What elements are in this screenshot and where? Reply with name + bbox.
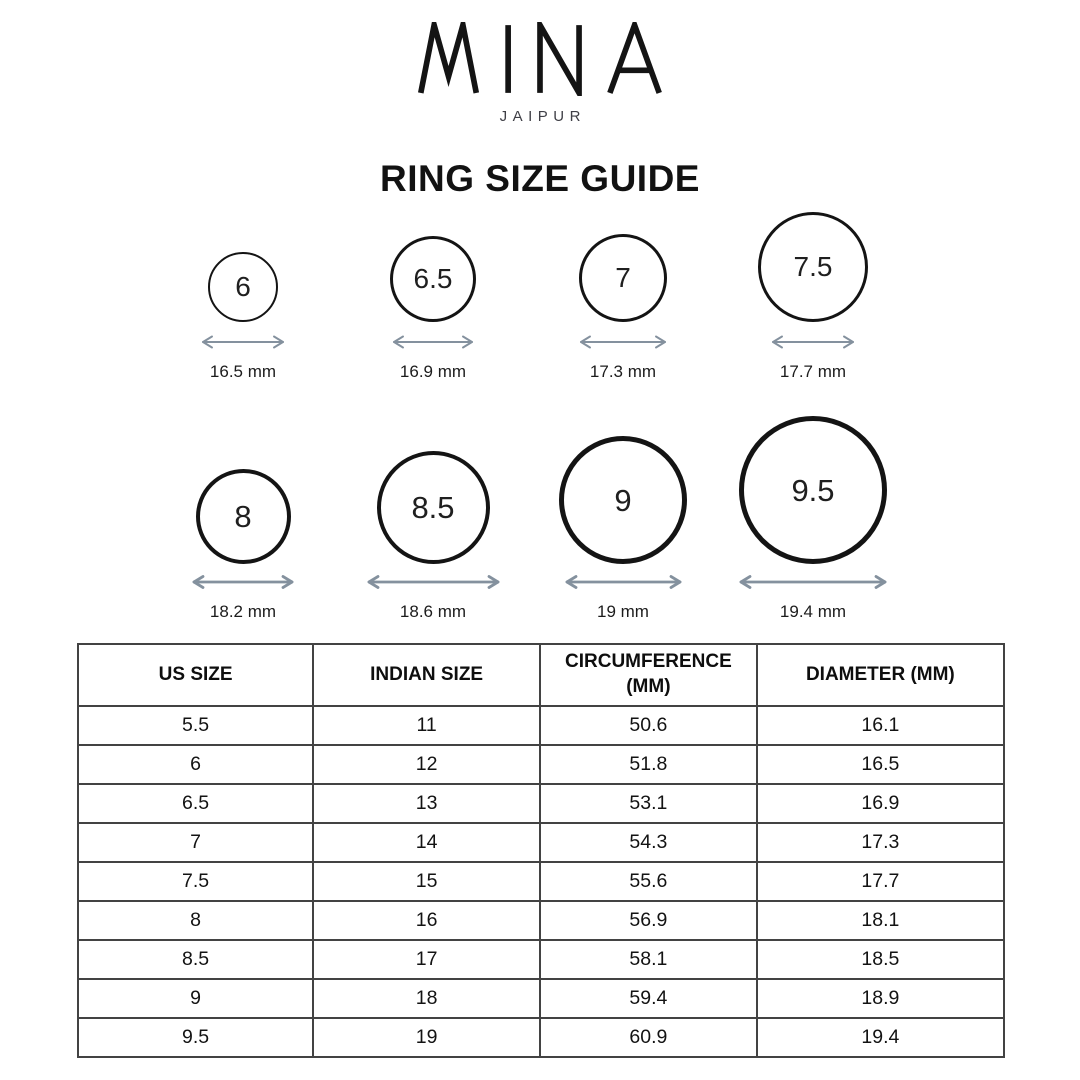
ring-circle-zone [208,208,278,322]
page-title: RING SIZE GUIDE [380,158,700,199]
ring-circle-zone [377,412,490,564]
logo-letter-n [540,25,579,93]
brand-logo-mina [416,22,664,96]
table-cell: 7.5 [78,862,313,901]
diameter-arrow-icon [190,572,296,592]
ring-cell [718,208,908,382]
table-cell: 51.8 [540,745,757,784]
diameter-arrow-zone [390,332,476,352]
ring-cell [338,412,528,622]
table-row [78,823,1004,862]
ring-circle-zone [739,412,887,564]
table-cell: 18 [313,979,540,1018]
table-cell: 18.1 [757,901,1004,940]
table-header-row [78,644,1004,706]
ring-diameter-label: 19 mm [597,602,649,621]
ring-diameter-label: 18.2 mm [209,602,277,621]
table-cell: 17 [313,940,540,979]
column-header: INDIAN SIZE [313,644,540,706]
table-cell: 5.5 [78,706,313,745]
table-cell: 15 [313,862,540,901]
ring-size-number: 9.5 [791,472,835,508]
ring-size-number: 6 [235,271,251,302]
ring-circle [739,416,887,564]
ring-circle [390,236,476,322]
ring-diameter-label: 16.5 mm [209,362,277,381]
table-cell: 12 [313,745,540,784]
ring-row-large-sizes [148,412,908,622]
table-row [78,862,1004,901]
diameter-arrow-icon [199,332,287,352]
table-cell: 19 [313,1018,540,1057]
logo-letter-m [421,25,477,93]
table-cell: 18.5 [757,940,1004,979]
table-cell: 55.6 [540,862,757,901]
ring-diameter-label: 16.9 mm [399,362,467,381]
table-cell: 56.9 [540,901,757,940]
ring-circle [196,469,291,564]
brand-subtitle: JAIPUR [499,108,586,125]
ring-circle [559,436,687,564]
ring-circle-zone [196,412,291,564]
ring-diameter-label: 19.4 mm [779,602,847,621]
ring-cell [528,208,718,382]
table-cell: 19.4 [757,1018,1004,1057]
table-cell: 16.9 [757,784,1004,823]
table-cell: 54.3 [540,823,757,862]
diameter-arrow-icon [390,332,476,352]
table-cell: 14 [313,823,540,862]
ring-size-number: 7 [615,262,631,293]
diameter-arrow-zone [769,332,857,352]
ring-size-table [77,643,1005,1058]
ring-diameter-label: 17.3 mm [589,362,657,381]
ring-circle-zone [758,208,868,322]
diameter-arrow-icon [563,572,684,592]
diameter-arrow-zone [737,572,889,592]
diameter-arrow-zone [577,332,669,352]
diameter-arrow-zone [563,572,684,592]
logo-letter-a [610,25,659,93]
table-cell: 17.7 [757,862,1004,901]
ring-size-number: 6.5 [413,263,453,294]
table-row [78,940,1004,979]
ring-cell [338,208,528,382]
table-cell: 17.3 [757,823,1004,862]
diameter-arrow-zone [199,332,287,352]
ring-circle [377,451,490,564]
table-cell: 16 [313,901,540,940]
table-cell: 53.1 [540,784,757,823]
table-cell: 58.1 [540,940,757,979]
diameter-arrow-zone [365,572,502,592]
table-cell: 8.5 [78,940,313,979]
table-cell: 11 [313,706,540,745]
table-cell: 13 [313,784,540,823]
table-cell: 6.5 [78,784,313,823]
ring-size-number: 8.5 [411,490,455,525]
ring-diameter-label: 18.6 mm [399,602,467,621]
table-row [78,784,1004,823]
diameter-arrow-icon [737,572,889,592]
table-cell: 18.9 [757,979,1004,1018]
ring-size-number: 9 [614,482,632,518]
table-cell: 50.6 [540,706,757,745]
diameter-arrow-icon [769,332,857,352]
table-row [78,901,1004,940]
column-header: DIAMETER (MM) [757,644,1004,706]
table-cell: 59.4 [540,979,757,1018]
ring-size-number: 7.5 [793,251,833,282]
table-cell: 6 [78,745,313,784]
ring-circle-zone [390,208,476,322]
ring-cell [148,412,338,622]
table-cell: 16.5 [757,745,1004,784]
column-header: US SIZE [78,644,313,706]
ring-size-number: 8 [234,499,252,534]
ring-row-small-sizes [148,208,908,382]
table-row [78,1018,1004,1057]
ring-circle-zone [579,208,667,322]
table-row [78,706,1004,745]
table-row [78,745,1004,784]
ring-cell [718,412,908,622]
diameter-arrow-zone [190,572,296,592]
column-header: CIRCUMFERENCE (MM) [540,644,757,706]
diameter-arrow-icon [577,332,669,352]
table-row [78,979,1004,1018]
table-cell: 16.1 [757,706,1004,745]
diameter-arrow-icon [365,572,502,592]
ring-circle [208,252,278,322]
table-cell: 60.9 [540,1018,757,1057]
ring-diameter-label: 17.7 mm [779,362,847,381]
table-cell: 8 [78,901,313,940]
table-cell: 9 [78,979,313,1018]
ring-cell [148,208,338,382]
table-cell: 9.5 [78,1018,313,1057]
ring-circle-zone [559,412,687,564]
ring-circle [579,234,667,322]
table-cell: 7 [78,823,313,862]
ring-circle [758,212,868,322]
ring-cell [528,412,718,622]
